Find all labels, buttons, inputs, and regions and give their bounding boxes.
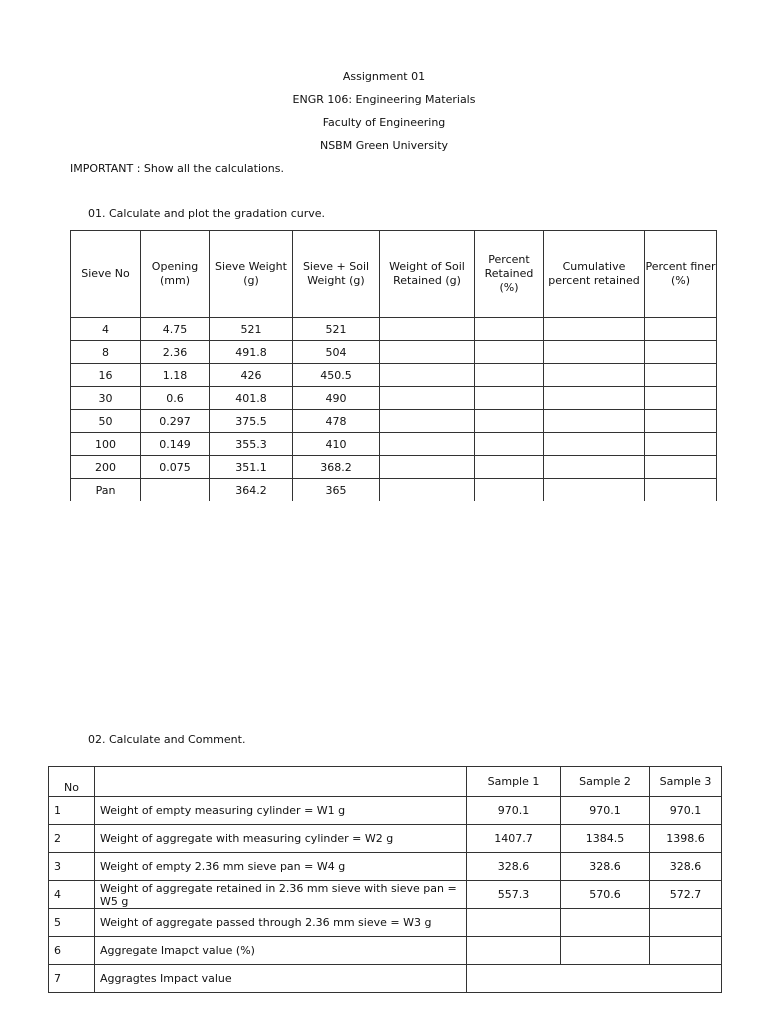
course-title: ENGR 106: Engineering Materials xyxy=(292,93,476,106)
cell-blank xyxy=(645,456,717,479)
cell-blank xyxy=(544,410,645,433)
cell-merged-samples xyxy=(467,965,722,993)
cell-sieve-no: 100 xyxy=(71,433,141,456)
table-row xyxy=(49,937,722,965)
cell-blank xyxy=(475,387,544,410)
sieve-analysis-table xyxy=(70,230,717,501)
cell-blank xyxy=(380,318,475,341)
cell-sieve-no: 8 xyxy=(71,341,141,364)
column-header-sample-2: Sample 2 xyxy=(561,767,650,797)
cell-blank xyxy=(380,387,475,410)
cell-sieve-no: 30 xyxy=(71,387,141,410)
question-2-title: 02. Calculate and Comment. xyxy=(88,733,246,746)
cell-sieve-soil-weight: 450.5 xyxy=(293,364,380,387)
cell-no: 7 xyxy=(49,965,95,993)
cell-blank xyxy=(475,364,544,387)
cell-sample-3 xyxy=(650,909,722,937)
cell-description: Aggregate Imapct value (%) xyxy=(95,937,467,965)
cell-sieve-soil-weight: 521 xyxy=(293,318,380,341)
column-header: Sieve + Soil Weight (g) xyxy=(293,231,380,318)
cell-sieve-soil-weight: 490 xyxy=(293,387,380,410)
cell-sample-2: 570.6 xyxy=(561,881,650,909)
cell-description: Aggragtes Impact value xyxy=(95,965,467,993)
cell-blank xyxy=(475,479,544,502)
table-row xyxy=(49,881,722,909)
cell-sieve-weight: 521 xyxy=(210,318,293,341)
cell-blank xyxy=(380,479,475,502)
cell-sample-1: 970.1 xyxy=(467,797,561,825)
column-header-sample-3: Sample 3 xyxy=(650,767,722,797)
cell-blank xyxy=(475,341,544,364)
cell-sieve-weight: 355.3 xyxy=(210,433,293,456)
cell-sieve-weight: 364.2 xyxy=(210,479,293,502)
cell-description: Weight of aggregate with measuring cylinder = W2 g xyxy=(95,825,467,853)
column-header: Opening (mm) xyxy=(141,231,210,318)
table-row xyxy=(71,410,717,433)
cell-sieve-soil-weight: 478 xyxy=(293,410,380,433)
cell-sample-3: 1398.6 xyxy=(650,825,722,853)
cell-blank xyxy=(544,456,645,479)
cell-blank xyxy=(645,433,717,456)
cell-blank xyxy=(380,364,475,387)
cell-sieve-soil-weight: 368.2 xyxy=(293,456,380,479)
column-header: Sieve Weight (g) xyxy=(210,231,293,318)
faculty-name: Faculty of Engineering xyxy=(322,116,446,129)
cell-sieve-weight: 401.8 xyxy=(210,387,293,410)
cell-blank xyxy=(645,410,717,433)
column-header: Weight of Soil Retained (g) xyxy=(380,231,475,318)
cell-no: 4 xyxy=(49,881,95,909)
cell-sample-1 xyxy=(467,909,561,937)
table-row xyxy=(71,479,717,502)
cell-sample-1: 1407.7 xyxy=(467,825,561,853)
cell-sample-2: 1384.5 xyxy=(561,825,650,853)
cell-sieve-weight: 426 xyxy=(210,364,293,387)
cell-opening: 0.6 xyxy=(141,387,210,410)
cell-description: Weight of empty measuring cylinder = W1 g xyxy=(95,797,467,825)
cell-sample-3 xyxy=(650,937,722,965)
cell-sample-2 xyxy=(561,909,650,937)
cell-sample-3: 572.7 xyxy=(650,881,722,909)
cell-sieve-weight: 491.8 xyxy=(210,341,293,364)
table-row xyxy=(71,433,717,456)
question-1-title: 01. Calculate and plot the gradation curve. xyxy=(88,207,326,220)
cell-sieve-soil-weight: 410 xyxy=(293,433,380,456)
cell-blank xyxy=(544,433,645,456)
important-note: IMPORTANT : Show all the calculations. xyxy=(70,162,284,175)
university-name: NSBM Green University xyxy=(319,139,449,152)
column-header-no: No xyxy=(49,767,95,797)
cell-no: 5 xyxy=(49,909,95,937)
cell-blank xyxy=(544,479,645,502)
cell-blank xyxy=(475,433,544,456)
cell-opening: 2.36 xyxy=(141,341,210,364)
cell-blank xyxy=(645,479,717,502)
cell-blank xyxy=(645,387,717,410)
cell-blank xyxy=(380,410,475,433)
cell-sieve-no: 50 xyxy=(71,410,141,433)
cell-blank xyxy=(544,364,645,387)
cell-blank xyxy=(645,364,717,387)
cell-opening: 1.18 xyxy=(141,364,210,387)
cell-blank xyxy=(380,456,475,479)
cell-blank xyxy=(475,318,544,341)
cell-sample-1: 557.3 xyxy=(467,881,561,909)
cell-blank xyxy=(544,318,645,341)
table-row xyxy=(71,341,717,364)
cell-opening: 4.75 xyxy=(141,318,210,341)
cell-no: 1 xyxy=(49,797,95,825)
cell-no: 3 xyxy=(49,853,95,881)
assignment-title: Assignment 01 xyxy=(342,70,426,83)
cell-blank xyxy=(475,456,544,479)
aggregate-impact-table xyxy=(48,766,722,993)
column-header: Percent finer (%) xyxy=(645,231,717,318)
table-row xyxy=(71,387,717,410)
cell-no: 2 xyxy=(49,825,95,853)
cell-description: Weight of empty 2.36 mm sieve pan = W4 g xyxy=(95,853,467,881)
cell-sample-2: 328.6 xyxy=(561,853,650,881)
cell-sieve-no: 4 xyxy=(71,318,141,341)
cell-sieve-weight: 351.1 xyxy=(210,456,293,479)
table-row xyxy=(71,364,717,387)
cell-blank xyxy=(475,410,544,433)
cell-no: 6 xyxy=(49,937,95,965)
column-header: Percent Retained (%) xyxy=(475,231,544,318)
column-header-sample-1: Sample 1 xyxy=(467,767,561,797)
cell-description: Weight of aggregate passed through 2.36 mm sieve = W3 g xyxy=(95,909,467,937)
column-header-description xyxy=(95,767,467,797)
table-header-row xyxy=(71,231,717,318)
table-row xyxy=(49,965,722,993)
table-row xyxy=(49,797,722,825)
table-header-row xyxy=(49,767,722,797)
cell-blank xyxy=(645,341,717,364)
cell-sieve-no: 16 xyxy=(71,364,141,387)
column-header: Sieve No xyxy=(71,231,141,318)
cell-sample-1 xyxy=(467,937,561,965)
cell-blank xyxy=(380,341,475,364)
cell-sample-1: 328.6 xyxy=(467,853,561,881)
table-row xyxy=(71,318,717,341)
table-row xyxy=(71,456,717,479)
cell-blank xyxy=(544,341,645,364)
cell-sample-3: 970.1 xyxy=(650,797,722,825)
column-header: Cumulative percent retained xyxy=(544,231,645,318)
cell-opening: 0.297 xyxy=(141,410,210,433)
cell-sample-2 xyxy=(561,937,650,965)
cell-sample-3: 328.6 xyxy=(650,853,722,881)
table-row xyxy=(49,825,722,853)
cell-sieve-no: Pan xyxy=(71,479,141,502)
cell-blank xyxy=(380,433,475,456)
cell-description: Weight of aggregate retained in 2.36 mm sieve with sieve pan = W5 g xyxy=(95,881,467,909)
cell-blank xyxy=(645,318,717,341)
cell-sieve-soil-weight: 504 xyxy=(293,341,380,364)
cell-opening xyxy=(141,479,210,502)
cell-opening: 0.075 xyxy=(141,456,210,479)
cell-sieve-no: 200 xyxy=(71,456,141,479)
cell-sieve-weight: 375.5 xyxy=(210,410,293,433)
cell-opening: 0.149 xyxy=(141,433,210,456)
table-row xyxy=(49,909,722,937)
cell-sample-2: 970.1 xyxy=(561,797,650,825)
cell-blank xyxy=(544,387,645,410)
cell-sieve-soil-weight: 365 xyxy=(293,479,380,502)
table-row xyxy=(49,853,722,881)
